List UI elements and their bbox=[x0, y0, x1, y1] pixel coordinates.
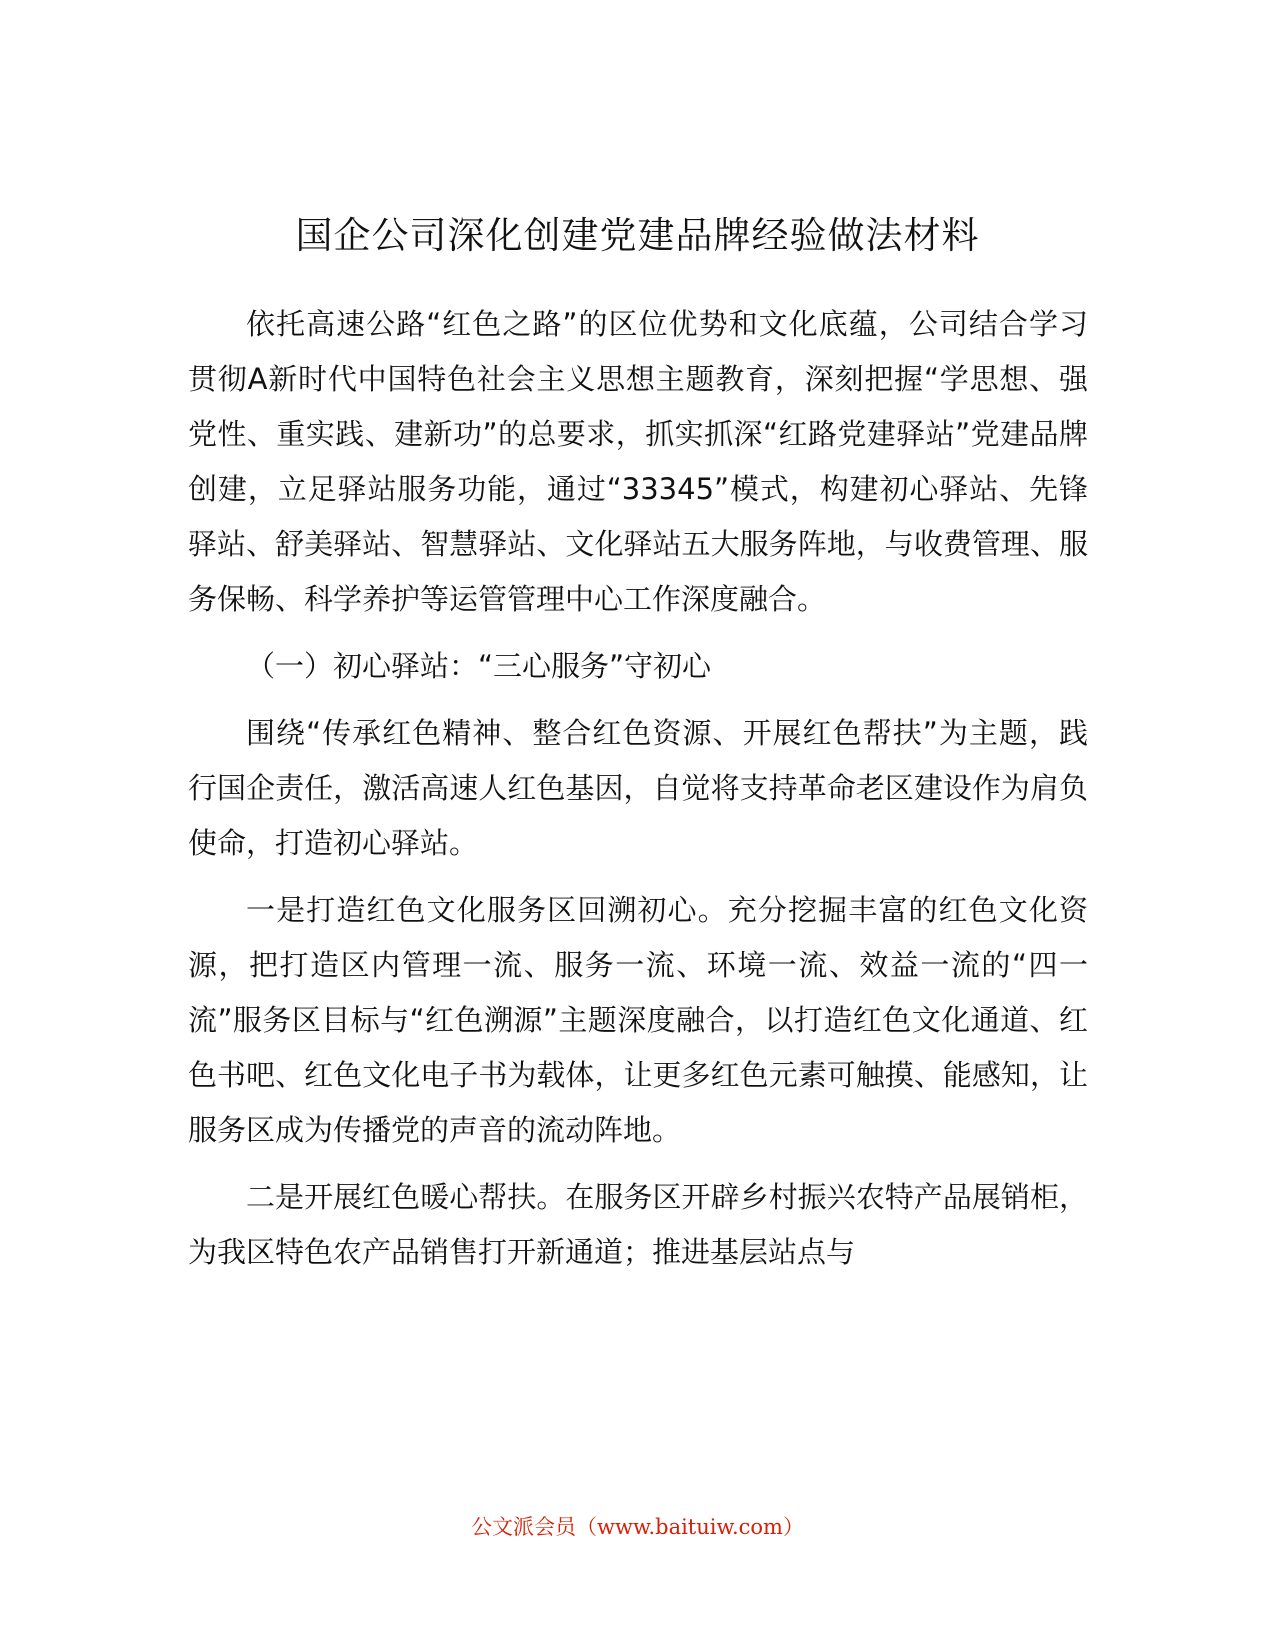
intro-paragraph: 依托高速公路“红色之路”的区位优势和文化底蕴，公司结合学习贯彻A新时代中国特色社会主义思想主题教育，深刻把握“学思想、强党性、重实践、建新功”的总要求，抓实抓深“红路党建驿站”党建品牌创建，立足驿站服务功能，通过“33345”模式，构建初心驿站、先锋驿站、舒美驿站、智慧驿站、文化驿站五大服务阵地，与收费管理、服务保畅、科学养护等运管管理中心工作深度融合。 bbox=[188, 307, 1088, 616]
body-paragraph: 围绕“传承红色精神、整合红色资源、开展红色帮扶”为主题，践行国企责任，激活高速人红色基因，自觉将支持革命老区建设作为肩负使命，打造初心驿站。 bbox=[188, 716, 1088, 860]
document-title: 国企公司深化创建党建品牌经验做法材料 bbox=[295, 214, 980, 257]
body-paragraph: 一是打造红色文化服务区回溯初心。充分挖掘丰富的红色文化资源，把打造区内管理一流、服务一流、环境一流、效益一流的“四一流”服务区目标与“红色溯源”主题深度融合，以打造红色文化通道、红色书吧、红色文化电子书为载体，让更多红色元素可触摸、能感知，让服务区成为传播党的声音的流动阵地。 bbox=[188, 893, 1088, 1147]
footer-watermark-link[interactable]: 公文派会员（www.baituiw.com） bbox=[471, 1515, 804, 1539]
body-paragraph: 二是开展红色暖心帮扶。在服务区开辟乡村振兴农特产品展销柜，为我区特色农产品销售打开新通道；推进基层站点与 bbox=[188, 1180, 1088, 1269]
section-heading: （一）初心驿站：“三心服务”守初心 bbox=[246, 649, 712, 683]
document-body bbox=[188, 297, 1088, 1292]
